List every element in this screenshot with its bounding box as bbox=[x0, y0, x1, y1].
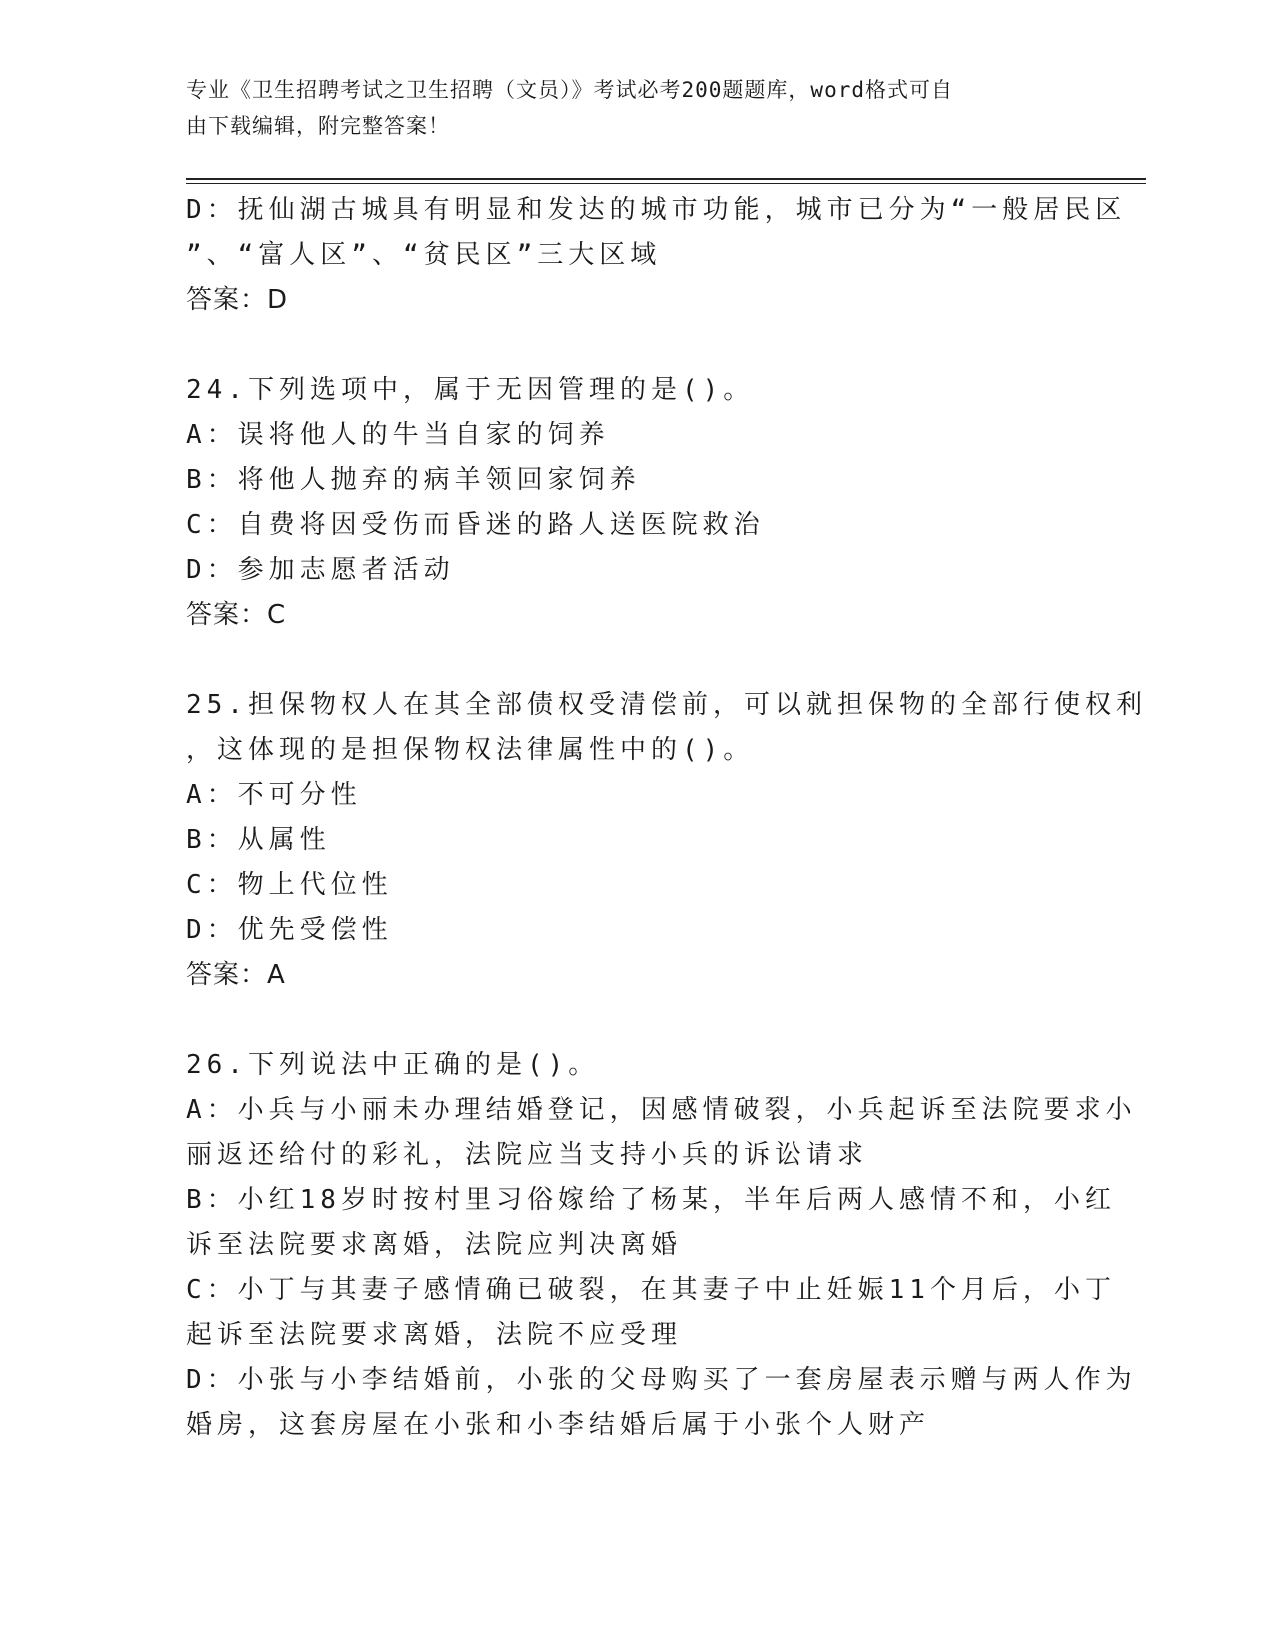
question-list bbox=[186, 323, 1147, 1448]
answer-text: 答案：A bbox=[186, 960, 286, 990]
document-header bbox=[186, 72, 1086, 144]
document-body bbox=[186, 188, 1147, 1448]
question-block bbox=[186, 1043, 1137, 1448]
option-text: B：从属性 bbox=[186, 825, 331, 855]
option-text: 婚房，这套房屋在小张和小李结婚后属于小张个人财产 bbox=[186, 1410, 931, 1440]
option-text: ”、“富人区”、“贫民区”三大区域 bbox=[186, 240, 662, 270]
option-text: D：小张与小李结婚前，小张的父母购买了一套房屋表示赠与两人作为 bbox=[186, 1365, 1137, 1395]
option-text: D：优先受偿性 bbox=[186, 915, 393, 945]
answer-text: 答案：C bbox=[186, 600, 287, 630]
question-stem: 25.担保物权人在其全部债权受清偿前，可以就担保物的全部行使权利 bbox=[186, 690, 1147, 720]
question-block bbox=[186, 368, 1086, 638]
question-block bbox=[186, 683, 1147, 998]
option-text: C：物上代位性 bbox=[186, 870, 393, 900]
option-text: B：将他人抛弃的病羊领回家饲养 bbox=[186, 465, 641, 495]
spacer bbox=[186, 998, 1086, 1043]
spacer bbox=[186, 323, 1086, 368]
option-text: 诉至法院要求离婚，法院应判决离婚 bbox=[186, 1230, 683, 1260]
option-text: 起诉至法院要求离婚，法院不应受理 bbox=[186, 1320, 683, 1350]
option-text: 丽返还给付的彩礼，法院应当支持小兵的诉讼请求 bbox=[186, 1140, 869, 1170]
option-text: D：抚仙湖古城具有明显和发达的城市功能，城市已分为“一般居民区 bbox=[186, 195, 1127, 225]
question-stem: ，这体现的是担保物权法律属性中的()。 bbox=[186, 735, 755, 765]
question-stem: 26.下列说法中正确的是()。 bbox=[186, 1050, 600, 1080]
option-text: C：小丁与其妻子感情确已破裂，在其妻子中止妊娠11个月后，小丁 bbox=[186, 1275, 1116, 1305]
option-text: A：不可分性 bbox=[186, 780, 362, 810]
answer-text: 答案：D bbox=[186, 285, 289, 315]
option-text: C：自费将因受伤而昏迷的路人送医院救治 bbox=[186, 510, 765, 540]
continued-question bbox=[186, 188, 1127, 323]
option-text: B：小红18岁时按村里习俗嫁给了杨某，半年后两人感情不和，小红 bbox=[186, 1185, 1116, 1215]
option-text: A：误将他人的牛当自家的饲养 bbox=[186, 420, 610, 450]
spacer bbox=[186, 638, 1086, 683]
header-line: 专业《卫生招聘考试之卫生招聘（文员）》考试必考200题题库，word格式可自 bbox=[186, 78, 953, 102]
header-divider bbox=[186, 183, 1146, 184]
header-line: 由下载编辑，附完整答案！ bbox=[186, 114, 450, 138]
question-stem: 24.下列选项中，属于无因管理的是()。 bbox=[186, 375, 755, 405]
header-divider bbox=[186, 178, 1146, 180]
option-text: A：小兵与小丽未办理结婚登记，因感情破裂，小兵起诉至法院要求小 bbox=[186, 1095, 1137, 1125]
option-text: D：参加志愿者活动 bbox=[186, 555, 455, 585]
